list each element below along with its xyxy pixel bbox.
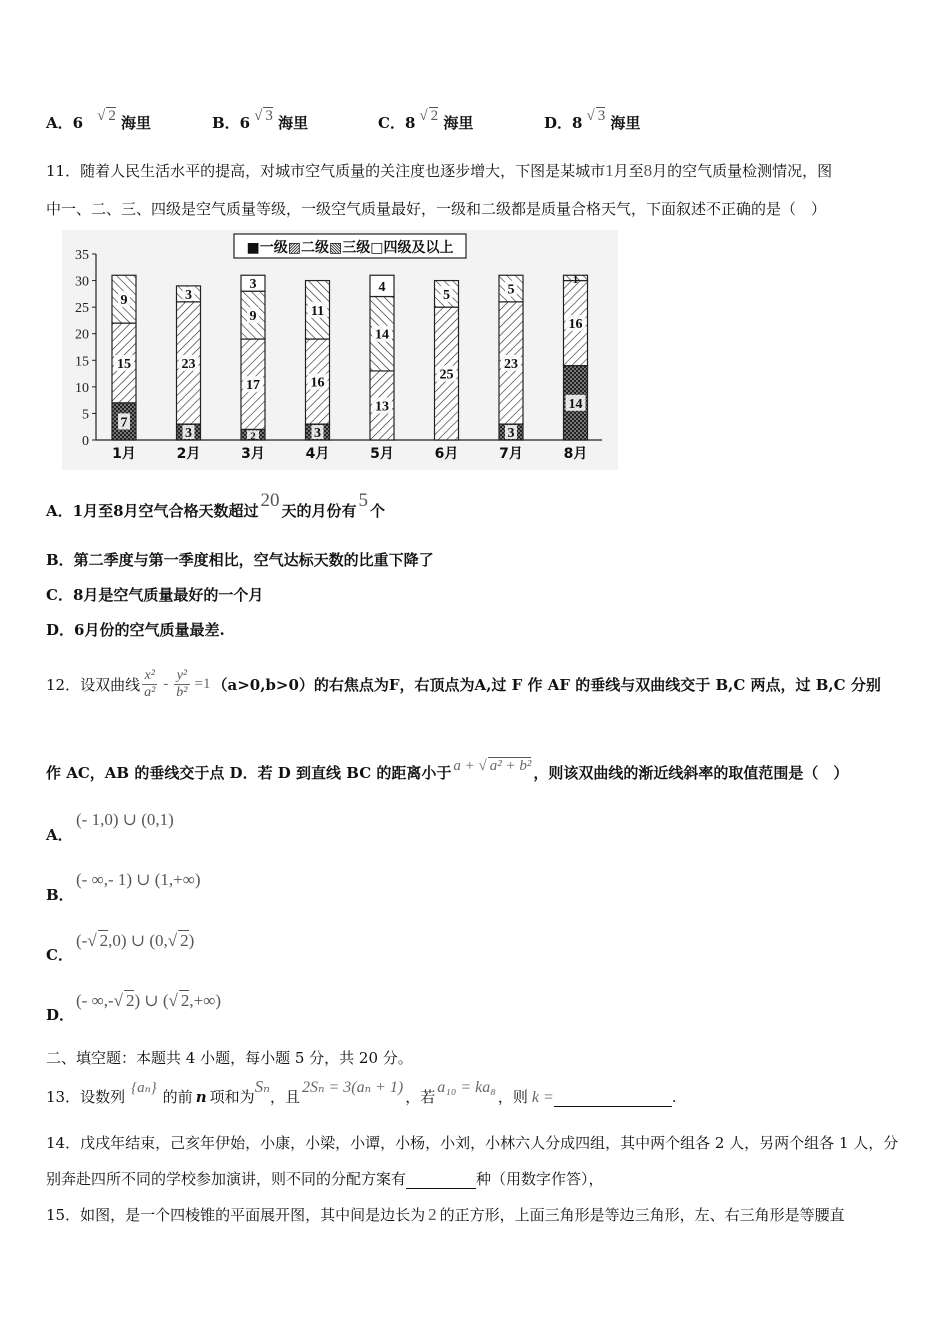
q15: 15．如图，是一个四棱锥的平面展开图，其中间是边长为 2 的正方形，上面三角形是等边三角形，左、右三角形是等腰直 [46, 1205, 845, 1224]
q12-stem-line2: 作 AC，AB 的垂线交于点 D．若 D 到直线 BC 的距离小于 a + √ a² + b² ，则该双曲线的渐近线斜率的取值范围是（ ） [46, 758, 849, 782]
bar-value-label: 23 [504, 356, 518, 372]
bar-value-label: 15 [117, 356, 131, 372]
q11-stem-line1: 11．随着人民生活水平的提高，对城市空气质量的关注度也逐步增大，下图是某城市1月至8月的空气质量检测情况，图 [46, 161, 833, 180]
legend-text: ■一级▨二级▧三级□四级及以上 [246, 240, 454, 256]
q10-option-b: B．6 √ 3 海里 [212, 108, 309, 132]
x-tick-label: 5月 [370, 446, 394, 462]
x-tick-label: 3月 [241, 446, 265, 462]
bar-value-label: 14 [375, 327, 389, 343]
y-tick-label: 30 [75, 274, 89, 290]
bar-value-label: 13 [375, 399, 389, 415]
y-tick-label: 0 [82, 434, 89, 449]
bar-value-label: 7 [120, 415, 128, 431]
x-tick-label: 1月 [112, 446, 136, 462]
bar-value-label: 1 [572, 273, 579, 286]
bar-value-label: 3 [249, 277, 257, 293]
bar-value-label: 3 [185, 287, 192, 303]
bar-value-label: 9 [249, 309, 257, 325]
y-tick-label: 15 [75, 354, 89, 370]
y-tick-label: 10 [75, 380, 89, 396]
q10-option-c: C．8 √ 2 海里 [378, 108, 474, 132]
q13: 13．设数列 {aₙ} 的前 n 项和为Sₙ，且2Sₙ = 3(aₙ + 1)，若a₁₀ = ka₈，则 k = . [46, 1077, 677, 1106]
x-tick-label: 8月 [563, 446, 588, 462]
bar-value-label: 2 [250, 430, 256, 443]
q10-option-d: D．8 √ 3 海里 [544, 108, 641, 132]
q11-option-a: A．1月至8月空气合格天数超过 20 天的月份有 5 个 [46, 490, 386, 520]
q11-option-b: B．第二季度与第一季度相比，空气达标天数的比重下降了 [46, 551, 434, 569]
bar-value-label: 25 [439, 367, 454, 383]
bar-value-label: 3 [314, 426, 321, 442]
q13-answer-blank[interactable] [554, 1088, 672, 1107]
bar-value-label: 16 [568, 317, 583, 333]
q10-option-a: A．6 √ 2 海里 [46, 108, 152, 132]
q11-option-c: C．8月是空气质量最好的一个月 [46, 586, 264, 604]
bar-value-label: 17 [246, 378, 260, 394]
bar-value-label: 3 [507, 426, 515, 442]
x-tick-label: 6月 [434, 446, 459, 462]
bar-value-label: 5 [507, 282, 515, 298]
stacked-bar-chart [62, 230, 618, 470]
bar-value-label: 9 [120, 293, 128, 309]
y-tick-label: 35 [75, 248, 89, 263]
q11-option-d: D．6月份的空气质量最差. [46, 621, 225, 639]
q14-line1: 14．戊戌年结束，己亥年伊始，小康，小梁，小谭，小杨，小刘，小林六人分成四组，其中两个组各 2 人，另两个组各 1 人，分 [46, 1134, 899, 1152]
q14-answer-blank[interactable] [406, 1170, 476, 1189]
bar-value-label: 5 [443, 287, 450, 303]
y-tick-label: 25 [75, 301, 89, 317]
x-tick-label: 4月 [305, 446, 330, 462]
x-tick-label: 7月 [499, 446, 523, 462]
bar-value-label: 23 [181, 356, 196, 372]
bar-value-label: 14 [568, 396, 583, 412]
bar-value-label: 11 [310, 303, 325, 319]
fraction-y2-b2: $\frac{\text{y²}}{\text{b²}}$ [176, 667, 188, 700]
fraction-x2-a2: $\frac{\text{x²}}{\text{a²}}$ [144, 667, 156, 700]
bar-value-label: 16 [310, 375, 325, 391]
x-tick-label: 2月 [176, 446, 201, 462]
y-tick-label: 20 [75, 327, 89, 343]
q11-stem-line2: 中一、二、三、四级是空气质量等级，一级空气质量最好，一级和二级都是质量合格天气，下面叙述不正确的是（ ） [46, 200, 827, 218]
q12-stem-line1: 12．设双曲线 $\frac{\text{x²}}{\text{a²}}$ - $\frac{\text{y²}}{\text{b²}}$ =1 （a>0,b>0）的右焦点为F，右顶点为A,过 F 作 AF 的垂线与双曲线交于 B,C 两点，过 B,C 分别 [46, 667, 881, 700]
bar-value-label: 4 [378, 279, 386, 295]
q14-line2: 别奔赴四所不同的学校参加演讲，则不同的分配方案有 种（用数字作答）， [46, 1170, 604, 1188]
bar-value-label: 3 [185, 426, 192, 442]
air-quality-chart [62, 230, 618, 470]
y-tick-label: 5 [82, 407, 89, 423]
section-heading-fill-in: 二、填空题：本题共 4 小题，每小题 5 分，共 20 分。 [46, 1049, 413, 1067]
